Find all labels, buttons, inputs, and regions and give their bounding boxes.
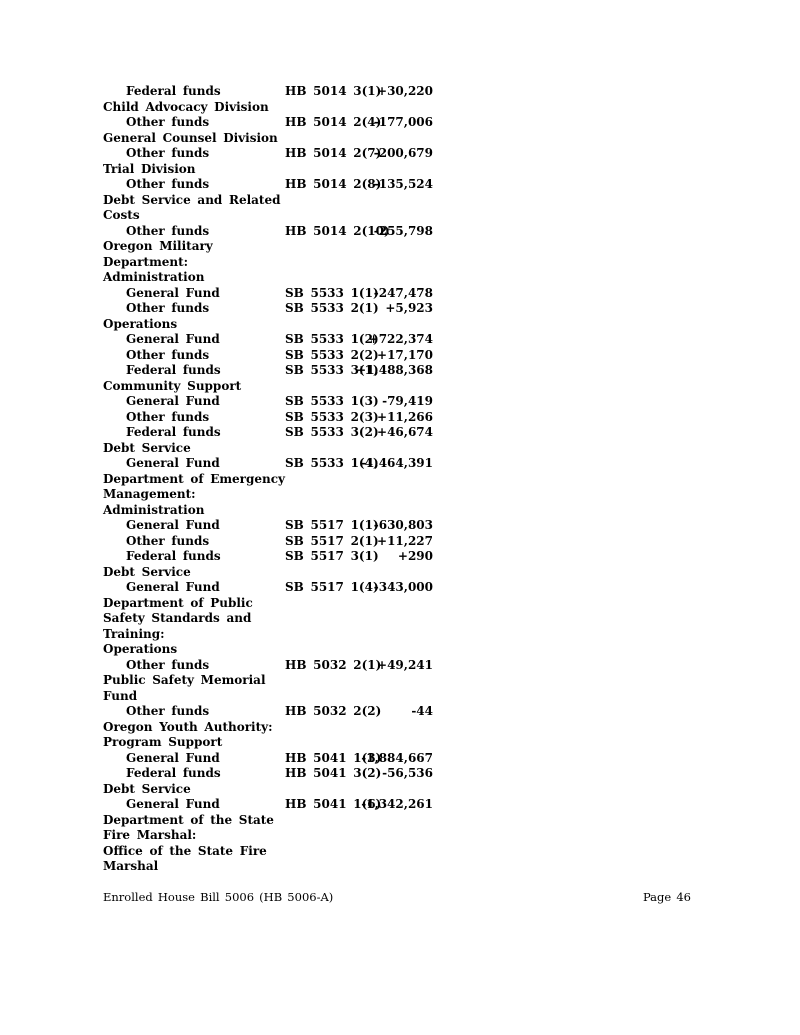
section-heading-label: Community Support [103,378,242,393]
fund-type-label: General Fund [126,332,220,346]
bill-section-reference: SB 5533 1(3) [285,394,379,408]
table-row [103,549,433,565]
adjustment-amount: +11,266 [377,409,433,424]
table-row [103,348,433,364]
fund-type-label: General Fund [126,456,220,470]
bill-section-reference: SB 5517 1(1) [285,518,379,532]
bill-section-reference: SB 5533 2(3) [285,409,379,424]
table-row [103,239,433,255]
adjustment-amount: -135,524 [373,177,433,191]
table-row [103,766,433,782]
fund-type-label: General Fund [126,797,220,811]
table-row [103,394,433,410]
section-heading-label: Fund [103,688,138,703]
adjustment-amount: -44 [411,704,433,718]
table-row [103,782,433,798]
table-row [103,177,433,193]
section-heading-label: Oregon Youth Authority: [103,719,273,734]
fund-type-label: General Fund [126,580,220,594]
bill-section-reference: HB 5014 2(7) [285,146,382,160]
bill-section-reference: HB 5014 2(10) [285,223,390,238]
table-row [103,658,433,674]
fund-type-label: Other funds [126,409,210,424]
table-row [103,844,433,860]
section-heading-label: Safety Standards and [103,611,252,625]
bill-section-reference: SB 5533 1(1) [285,285,379,300]
fund-type-label: General Fund [126,285,220,300]
table-row [103,565,433,581]
fund-type-label: Federal funds [126,549,221,563]
table-row [103,193,433,209]
fund-type-label: Federal funds [126,766,221,780]
bill-section-reference: SB 5533 3(1) [285,363,379,377]
table-row [103,100,433,116]
section-heading-label: Marshal [103,859,159,873]
table-row [103,162,433,178]
section-heading-label: Debt Service [103,440,191,455]
fund-type-label: General Fund [126,750,220,765]
table-row [103,84,433,100]
table-row [103,627,433,643]
table-row [103,642,433,658]
fund-type-label: Other funds [126,115,210,129]
table-row [103,410,433,426]
table-row [103,534,433,550]
table-row [103,332,433,348]
table-row [103,704,433,720]
table-row [103,208,433,224]
bill-section-reference: HB 5032 2(1) [285,657,382,672]
section-heading-label: Debt Service [103,781,191,796]
adjustment-amount: -343,000 [373,580,433,594]
fund-type-label: Other funds [126,704,210,718]
section-heading-label: Department of Public [103,595,253,610]
fund-type-label: Other funds [126,177,210,191]
table-row [103,735,433,751]
adjustment-amount: +30,220 [377,84,433,98]
bill-section-reference: HB 5014 2(4) [285,115,382,129]
fund-type-label: Federal funds [126,363,221,377]
table-row [103,255,433,271]
section-heading-label: Public Safety Memorial [103,673,266,687]
fund-type-label: Other funds [126,301,210,315]
table-row [103,518,433,534]
adjustment-amount: -1,342,261 [361,797,433,811]
table-row [103,270,433,286]
fund-type-label: General Fund [126,394,220,408]
section-heading-label: Trial Division [103,161,196,176]
table-row [103,317,433,333]
adjustment-amount: +1,488,368 [356,363,433,377]
bill-section-reference: SB 5533 1(2) [285,332,379,346]
table-row [103,363,433,379]
table-row [103,797,433,813]
fund-type-label: Other funds [126,223,210,238]
page-footer [103,890,691,904]
section-heading-label: Office of the State Fire [103,843,267,858]
adjustment-amount: +49,241 [377,657,433,672]
section-heading-label: Oregon Military [103,239,213,253]
table-row [103,611,433,627]
table-row [103,673,433,689]
bill-section-reference: SB 5517 1(4) [285,580,379,594]
section-heading-label: Operations [103,316,178,331]
section-heading-label: Operations [103,642,178,656]
bill-section-reference: HB 5014 3(1) [285,84,382,98]
section-heading-label: Department: [103,254,189,269]
adjustment-amount: +290 [397,549,433,563]
section-heading-label: Training: [103,626,165,641]
table-row [103,472,433,488]
section-heading-label: Program Support [103,735,223,749]
adjustment-amount: -1,884,667 [361,750,433,765]
section-heading-label: Management: [103,487,196,501]
bill-section-reference: HB 5041 3(2) [285,766,382,780]
table-row [103,286,433,302]
table-row [103,487,433,503]
fund-type-label: Other funds [126,347,210,362]
adjustment-amount: -247,478 [373,285,433,300]
bill-section-reference: HB 5014 2(8) [285,177,382,191]
table-row [103,751,433,767]
adjustment-amount: +5,923 [385,301,433,315]
table-row [103,115,433,131]
table-row [103,456,433,472]
table-row [103,131,433,147]
adjustment-amount: -56,536 [382,766,433,780]
section-heading-label: Administration [103,502,205,517]
fund-type-label: Federal funds [126,84,221,98]
fund-type-label: Other funds [126,533,210,548]
adjustment-amount: +17,170 [377,347,433,362]
table-row [103,720,433,736]
table-row [103,859,433,875]
table-row [103,596,433,612]
section-heading-label: Administration [103,270,205,284]
budget-line-items [103,84,433,875]
table-row [103,689,433,705]
table-row [103,580,433,596]
table-row [103,828,433,844]
section-heading-label: Fire Marshal: [103,828,197,842]
adjustment-amount: +722,374 [368,332,433,346]
adjustment-amount: -630,803 [373,518,433,532]
section-heading-label: Debt Service [103,564,191,579]
bill-section-reference: SB 5517 3(1) [285,549,379,563]
table-row [103,813,433,829]
fund-type-label: Other funds [126,146,210,160]
adjustment-amount: -200,679 [373,146,433,160]
bill-section-reference: HB 5032 2(2) [285,704,382,718]
fund-type-label: General Fund [126,518,220,532]
table-row [103,379,433,395]
section-heading-label: Costs [103,208,140,222]
section-heading-label: Child Advocacy Division [103,99,269,114]
section-heading-label: Debt Service and Related [103,192,281,207]
adjustment-amount: -177,006 [373,115,433,129]
section-heading-label: General Counsel Division [103,130,278,145]
bill-section-reference: SB 5533 1(4) [285,456,379,470]
adjustment-amount: +46,674 [377,425,433,439]
bill-section-reference: HB 5041 1(3) [285,750,382,765]
adjustment-amount: -255,798 [373,223,433,238]
adjustment-amount: +11,227 [377,533,433,548]
section-heading-label: Department of Emergency [103,471,286,486]
footer-bill-title: Enrolled House Bill 5006 (HB 5006-A) [103,890,334,904]
table-row [103,301,433,317]
fund-type-label: Other funds [126,657,210,672]
bill-section-reference: HB 5041 1(6) [285,797,382,811]
table-row [103,441,433,457]
bill-section-reference: SB 5533 3(2) [285,425,379,439]
adjustment-amount: -1,464,391 [361,456,433,470]
table-row [103,503,433,519]
table-row [103,425,433,441]
footer-page-number: Page 46 [642,890,691,904]
fund-type-label: Federal funds [126,425,221,439]
bill-section-reference: SB 5533 2(1) [285,301,379,315]
bill-section-reference: SB 5517 2(1) [285,533,379,548]
adjustment-amount: -79,419 [382,394,433,408]
table-row [103,146,433,162]
bill-section-reference: SB 5533 2(2) [285,347,379,362]
section-heading-label: Department of the State [103,812,274,827]
table-row [103,224,433,240]
